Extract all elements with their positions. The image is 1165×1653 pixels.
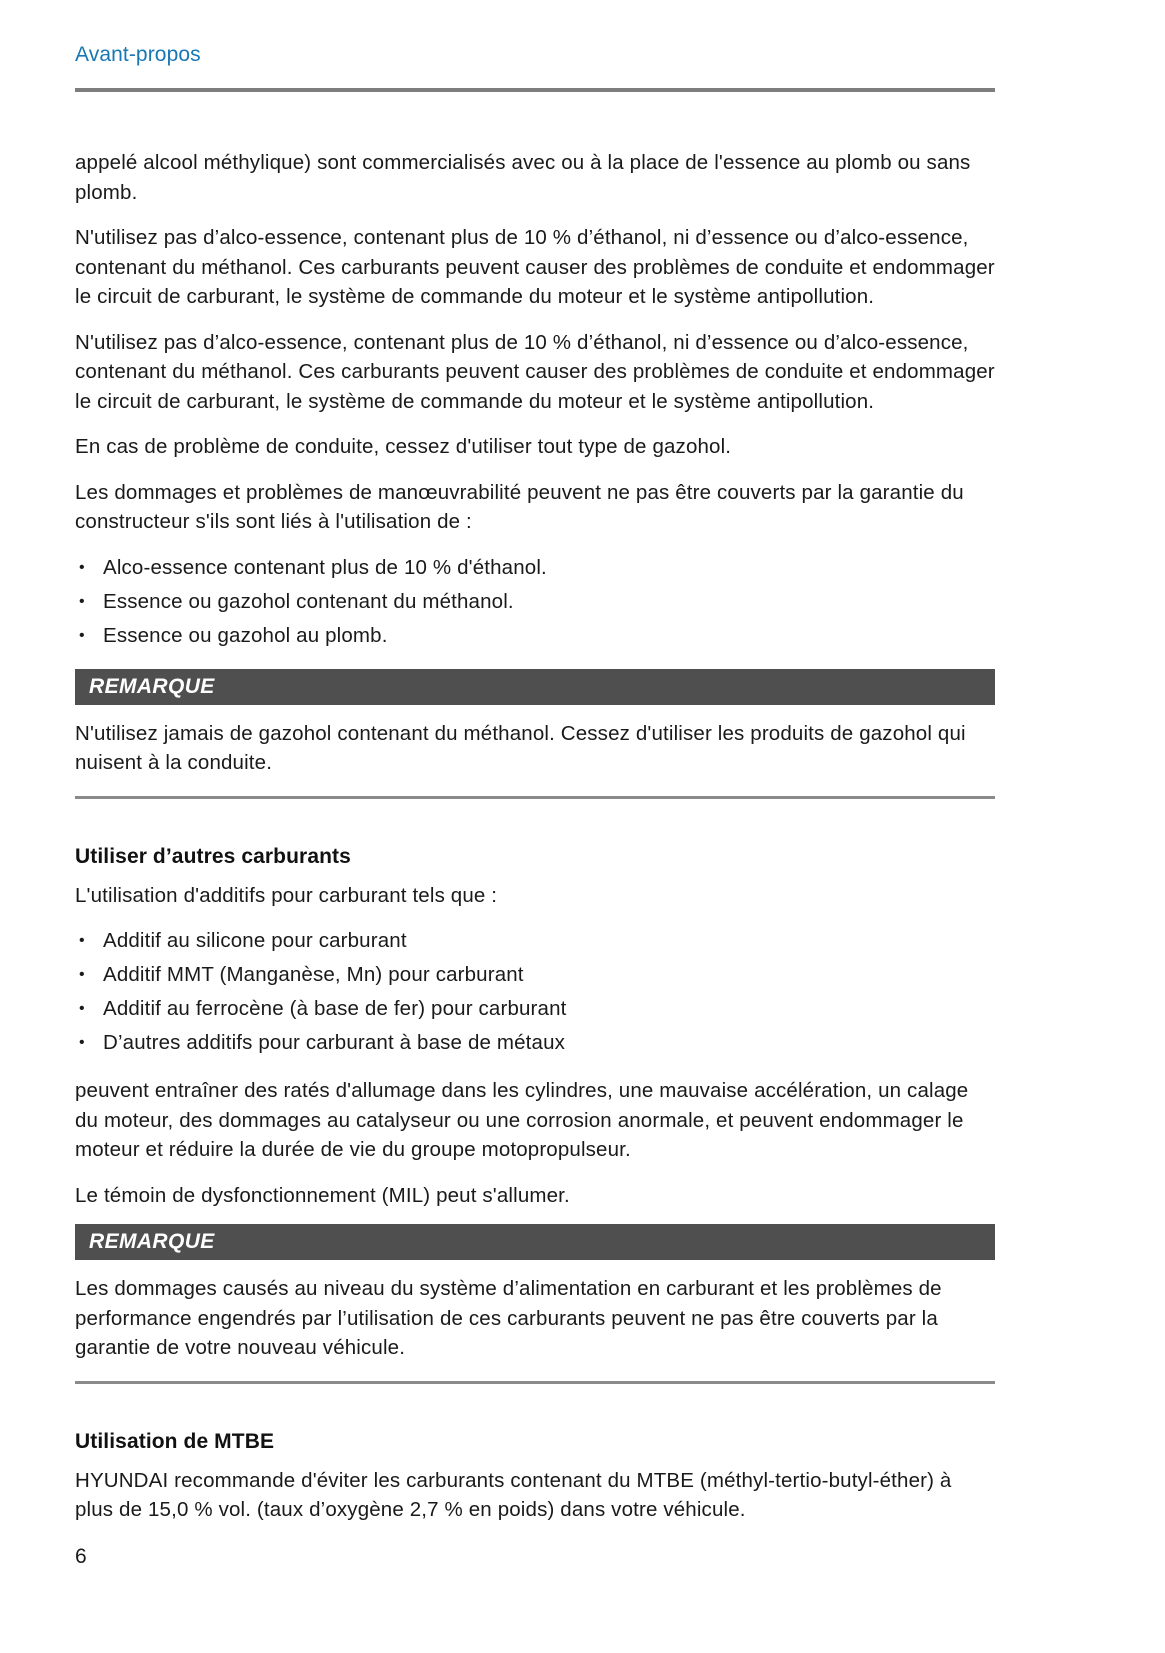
- note-box-2: [75, 1224, 995, 1384]
- list-item: • Additif au ferrocène (à base de fer) pour carburant: [75, 992, 995, 1026]
- note-banner-label: REMARQUE: [89, 674, 215, 698]
- list-item: • Essence ou gazohol contenant du méthanol.: [75, 585, 995, 619]
- paragraph-alcohol-warning-2: N'utilisez pas d’alco-essence, contenant plus de 10 % d’éthanol, ni d’essence ou d’alco-essence, contenant du méthanol. Ces carburants peuvent causer des problèmes de conduite et endommager le circuit de carburant, le système de commande du moteur et le système antipollution.: [75, 330, 995, 413]
- section-heading-other-fuels: Utiliser d’autres carburants: [75, 844, 351, 868]
- header-divider: [75, 88, 995, 92]
- note-banner: [75, 1224, 995, 1260]
- page-content: [75, 148, 995, 1541]
- paragraph-driving-problem: En cas de problème de conduite, cessez d'utiliser tout type de gazohol.: [75, 435, 732, 458]
- page-number: 6: [75, 1545, 87, 1568]
- bullet-list-fuel-exclusions: [75, 551, 995, 653]
- paragraph-mtbe: HYUNDAI recommande d'éviter les carburants contenant du MTBE (méthyl-tertio-butyl-éther) à plus de 15,0 % vol. (taux d’oxygène 2,7 % en poids) dans votre véhicule.: [75, 1468, 952, 1521]
- note-box-1: [75, 669, 995, 799]
- note-bottom-divider: [75, 796, 995, 799]
- note-banner-label: REMARQUE: [89, 1230, 215, 1253]
- page-title: Avant-propos: [75, 43, 201, 66]
- note-body-text: N'utilisez jamais de gazohol contenant du méthanol. Cessez d'utiliser les produits de gazohol qui nuisent à la conduite.: [75, 721, 966, 774]
- note-banner: [75, 669, 995, 705]
- note-body-text: Les dommages causés au niveau du système d’alimentation en carburant et les problèmes de performance engendrés par l’utilisation de ces carburants peuvent ne pas être couverts par la garantie de votre nouveau véhicule.: [75, 1277, 942, 1359]
- running-header: [75, 42, 995, 68]
- paragraph-warranty-coverage: Les dommages et problèmes de manœuvrabilité peuvent ne pas être couverts par la garantie du constructeur s'ils sont liés à l'utilisation de :: [75, 480, 964, 533]
- list-item: • D’autres additifs pour carburant à base de métaux: [75, 1026, 995, 1060]
- list-item: • Additif MMT (Manganèse, Mn) pour carburant: [75, 958, 995, 992]
- bullet-list-additives: [75, 924, 995, 1060]
- list-item: • Additif au silicone pour carburant: [75, 924, 995, 958]
- section-heading-mtbe: Utilisation de MTBE: [75, 1429, 275, 1453]
- list-item: • Essence ou gazohol au plomb.: [75, 619, 995, 653]
- paragraph-mil-indicator: Le témoin de dysfonctionnement (MIL) peut s'allumer.: [75, 1183, 570, 1207]
- paragraph-additives-intro: L'utilisation d'additifs pour carburant tels que :: [75, 883, 498, 907]
- paragraph-additive-effects: peuvent entraîner des ratés d'allumage dans les cylindres, une mauvaise accélération, un calage du moteur, des dommages au catalyseur ou une corrosion anormale, et peuvent endommager le moteur et réduire la durée de vie du groupe motopropulseur.: [75, 1079, 969, 1161]
- list-item: • Alco-essence contenant plus de 10 % d'éthanol.: [75, 551, 995, 585]
- paragraph-intro: appelé alcool méthylique) sont commercialisés avec ou à la place de l'essence au plomb ou sans plomb.: [75, 151, 971, 204]
- paragraph-alcohol-warning-1: N'utilisez pas d’alco-essence, contenant plus de 10 % d’éthanol, ni d’essence ou d’alco-essence, contenant du méthanol. Ces carburants peuvent causer des problèmes de conduite et endommager le circuit de carburant, le système de commande du moteur et le système antipollution.: [75, 226, 995, 308]
- note-bottom-divider: [75, 1381, 995, 1384]
